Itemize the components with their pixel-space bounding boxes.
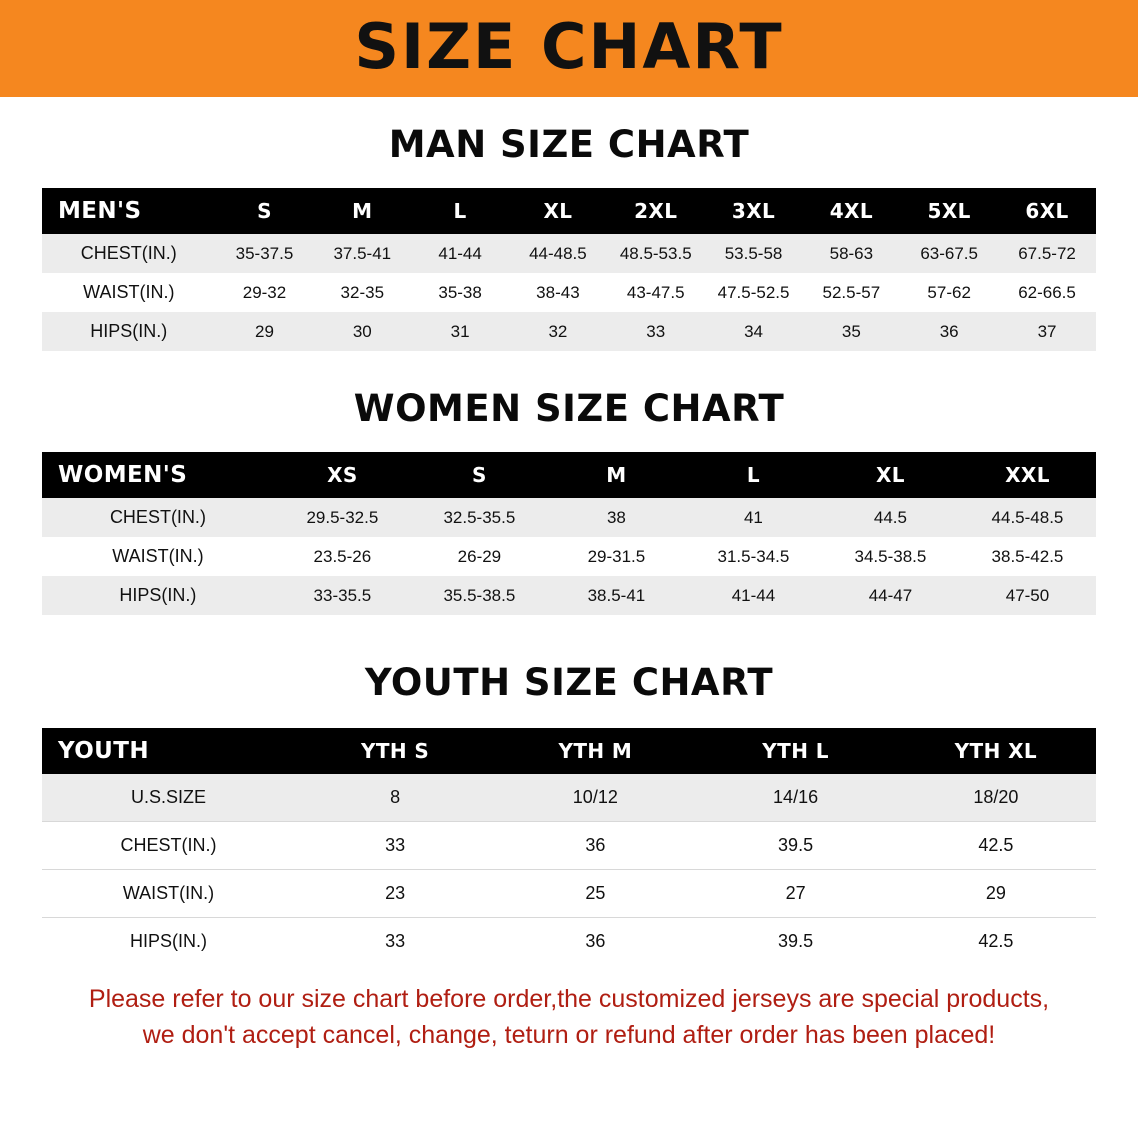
cell: 23.5-26 bbox=[274, 537, 411, 576]
man-table-wrap bbox=[0, 188, 1138, 351]
table-row bbox=[42, 774, 1096, 822]
man-size-m: M bbox=[313, 188, 411, 234]
women-size-table bbox=[42, 452, 1096, 615]
cell: 39.5 bbox=[695, 918, 895, 966]
table-row bbox=[42, 312, 1096, 351]
cell: 35 bbox=[802, 312, 900, 351]
cell: 53.5-58 bbox=[705, 234, 803, 273]
cell: 44.5 bbox=[822, 498, 959, 537]
cell: 33-35.5 bbox=[274, 576, 411, 615]
women-size-s: S bbox=[411, 452, 548, 498]
cell: 41 bbox=[685, 498, 822, 537]
cell: 8 bbox=[295, 774, 495, 822]
youth-corner-label: YOUTH bbox=[42, 728, 295, 774]
table-header-row bbox=[42, 452, 1096, 498]
cell: 41-44 bbox=[411, 234, 509, 273]
cell: 44.5-48.5 bbox=[959, 498, 1096, 537]
policy-note-line-1: Please refer to our size chart before order,the customized jerseys are special products, bbox=[88, 985, 1050, 1013]
cell: 29 bbox=[216, 312, 314, 351]
man-size-xl: XL bbox=[509, 188, 607, 234]
cell: 38-43 bbox=[509, 273, 607, 312]
cell: 47.5-52.5 bbox=[705, 273, 803, 312]
women-corner-label: WOMEN'S bbox=[42, 452, 274, 498]
cell: 26-29 bbox=[411, 537, 548, 576]
women-section-title: WOMEN SIZE CHART bbox=[353, 387, 785, 430]
cell: 29-32 bbox=[216, 273, 314, 312]
youth-size-table bbox=[42, 728, 1096, 965]
man-table-body bbox=[42, 234, 1096, 351]
row-label: HIPS(IN.) bbox=[42, 918, 295, 966]
cell: 37.5-41 bbox=[313, 234, 411, 273]
cell: 33 bbox=[607, 312, 705, 351]
youth-section-title: YOUTH SIZE CHART bbox=[364, 661, 774, 704]
cell: 32 bbox=[509, 312, 607, 351]
table-row bbox=[42, 918, 1096, 966]
youth-size-xl: YTH XL bbox=[896, 728, 1096, 774]
row-label: WAIST(IN.) bbox=[42, 273, 216, 312]
cell: 36 bbox=[495, 918, 695, 966]
cell: 33 bbox=[295, 822, 495, 870]
cell: 42.5 bbox=[896, 918, 1096, 966]
cell: 57-62 bbox=[900, 273, 998, 312]
row-label: HIPS(IN.) bbox=[42, 576, 274, 615]
cell: 29 bbox=[896, 870, 1096, 918]
cell: 34.5-38.5 bbox=[822, 537, 959, 576]
cell: 38.5-41 bbox=[548, 576, 685, 615]
cell: 62-66.5 bbox=[998, 273, 1096, 312]
cell: 35-37.5 bbox=[216, 234, 314, 273]
women-size-xxl: XXL bbox=[959, 452, 1096, 498]
cell: 38.5-42.5 bbox=[959, 537, 1096, 576]
women-table-body bbox=[42, 498, 1096, 615]
cell: 34 bbox=[705, 312, 803, 351]
cell: 14/16 bbox=[695, 774, 895, 822]
man-section-title: MAN SIZE CHART bbox=[388, 123, 750, 166]
women-size-m: M bbox=[548, 452, 685, 498]
page-title: SIZE CHART bbox=[354, 9, 784, 83]
cell: 31 bbox=[411, 312, 509, 351]
table-row bbox=[42, 234, 1096, 273]
women-table-wrap bbox=[0, 452, 1138, 615]
cell: 35-38 bbox=[411, 273, 509, 312]
table-row bbox=[42, 870, 1096, 918]
women-size-l: L bbox=[685, 452, 822, 498]
cell: 32.5-35.5 bbox=[411, 498, 548, 537]
man-size-s: S bbox=[216, 188, 314, 234]
cell: 44-48.5 bbox=[509, 234, 607, 273]
cell: 38 bbox=[548, 498, 685, 537]
cell: 35.5-38.5 bbox=[411, 576, 548, 615]
man-size-table bbox=[42, 188, 1096, 351]
women-size-xl: XL bbox=[822, 452, 959, 498]
women-table-head bbox=[42, 452, 1096, 498]
table-row bbox=[42, 498, 1096, 537]
youth-size-m: YTH M bbox=[495, 728, 695, 774]
man-size-4xl: 4XL bbox=[802, 188, 900, 234]
cell: 52.5-57 bbox=[802, 273, 900, 312]
youth-table-wrap bbox=[0, 728, 1138, 965]
row-label: WAIST(IN.) bbox=[42, 870, 295, 918]
cell: 41-44 bbox=[685, 576, 822, 615]
man-size-5xl: 5XL bbox=[900, 188, 998, 234]
cell: 44-47 bbox=[822, 576, 959, 615]
cell: 36 bbox=[495, 822, 695, 870]
man-size-2xl: 2XL bbox=[607, 188, 705, 234]
cell: 63-67.5 bbox=[900, 234, 998, 273]
table-header-row bbox=[42, 188, 1096, 234]
cell: 18/20 bbox=[896, 774, 1096, 822]
cell: 25 bbox=[495, 870, 695, 918]
man-size-l: L bbox=[411, 188, 509, 234]
policy-note-line-2: we don't accept cancel, change, teturn or refund after order has been placed! bbox=[142, 1021, 996, 1050]
table-row bbox=[42, 537, 1096, 576]
youth-size-l: YTH L bbox=[695, 728, 895, 774]
row-label: CHEST(IN.) bbox=[42, 234, 216, 273]
row-label: CHEST(IN.) bbox=[42, 498, 274, 537]
women-size-xs: XS bbox=[274, 452, 411, 498]
cell: 37 bbox=[998, 312, 1096, 351]
cell: 36 bbox=[900, 312, 998, 351]
cell: 58-63 bbox=[802, 234, 900, 273]
policy-note bbox=[0, 981, 1138, 1054]
cell: 43-47.5 bbox=[607, 273, 705, 312]
youth-size-s: YTH S bbox=[295, 728, 495, 774]
cell: 31.5-34.5 bbox=[685, 537, 822, 576]
row-label: CHEST(IN.) bbox=[42, 822, 295, 870]
row-label: HIPS(IN.) bbox=[42, 312, 216, 351]
youth-table-head bbox=[42, 728, 1096, 774]
row-label: WAIST(IN.) bbox=[42, 537, 274, 576]
table-row bbox=[42, 576, 1096, 615]
table-row bbox=[42, 822, 1096, 870]
banner bbox=[0, 0, 1138, 97]
cell: 33 bbox=[295, 918, 495, 966]
cell: 23 bbox=[295, 870, 495, 918]
man-size-6xl: 6XL bbox=[998, 188, 1096, 234]
row-label: U.S.SIZE bbox=[42, 774, 295, 822]
cell: 47-50 bbox=[959, 576, 1096, 615]
youth-table-body bbox=[42, 774, 1096, 965]
cell: 42.5 bbox=[896, 822, 1096, 870]
cell: 32-35 bbox=[313, 273, 411, 312]
man-size-3xl: 3XL bbox=[705, 188, 803, 234]
cell: 48.5-53.5 bbox=[607, 234, 705, 273]
man-table-head bbox=[42, 188, 1096, 234]
cell: 67.5-72 bbox=[998, 234, 1096, 273]
man-corner-label: MEN'S bbox=[42, 188, 216, 234]
cell: 29.5-32.5 bbox=[274, 498, 411, 537]
cell: 39.5 bbox=[695, 822, 895, 870]
cell: 27 bbox=[695, 870, 895, 918]
table-header-row bbox=[42, 728, 1096, 774]
cell: 10/12 bbox=[495, 774, 695, 822]
cell: 29-31.5 bbox=[548, 537, 685, 576]
cell: 30 bbox=[313, 312, 411, 351]
table-row bbox=[42, 273, 1096, 312]
